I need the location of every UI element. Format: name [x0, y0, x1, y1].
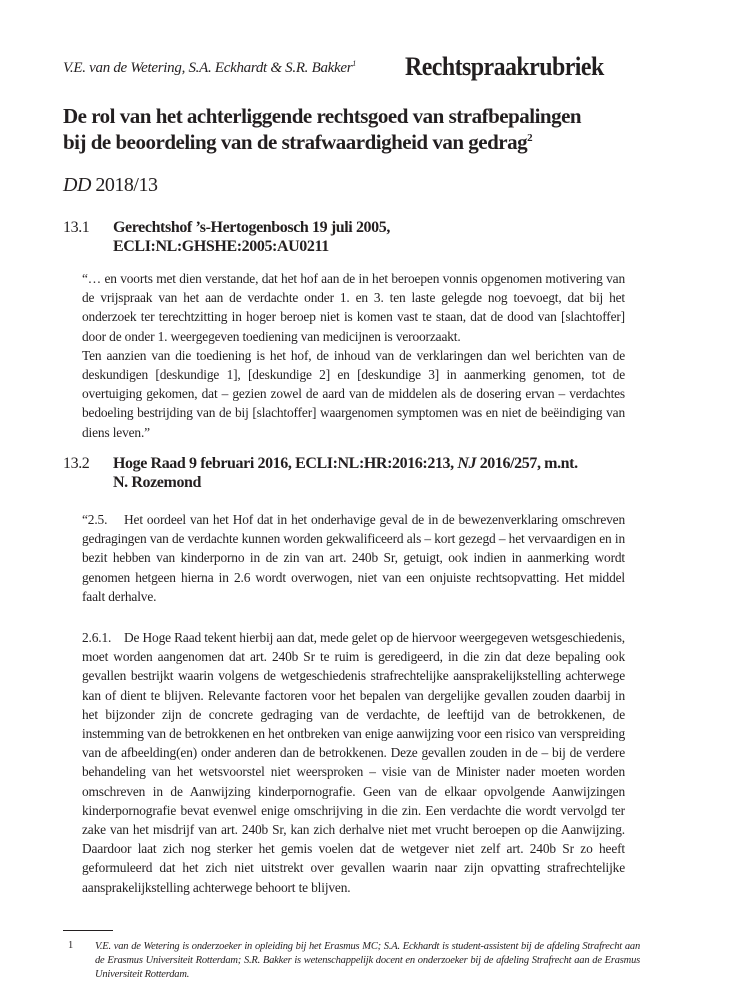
footnote-number: 1 [68, 940, 74, 951]
quote-block [82, 269, 625, 442]
paragraph: Ten aanzien van die toediening is het hof, de inhoud van de verklaringen dan wel berichten van de deskundigen [deskundige 1], [deskundige 2] en [deskundige 3] in aanmerking genomen, tot de overtuiging gekomen, dat – gezien zowel de aard van de middelen als de dosering ervan – verdachtes bedoeling bestrijding van de bij [slachtoffer] waargenomen symptomen was en niet de beëindiging van diens leven.” [82, 347, 625, 440]
article-title [63, 103, 703, 155]
section-number: 13.2 [63, 455, 90, 472]
title-line-2: bij de beoordeling van de strafwaardigheid van gedrag$^2$ [63, 130, 533, 154]
authors-line [63, 60, 356, 77]
title-line-1: De rol van het achterliggende rechtsgoed van strafbepalingen [63, 104, 582, 128]
journal-abbrev: DD [63, 174, 91, 196]
section-title: Hoge Raad 9 februari 2016, ECLI:NL:HR:2016:213, NJ 2016/257, m.nt. N. Rozemond [113, 455, 578, 491]
rubric-heading: Rechtspraakrubriek [405, 52, 604, 81]
footnote-ref[interactable]: 1 [352, 59, 356, 68]
section-title: Gerechtshof ’s-Hertogenbosch 19 juli 2005, ECLI:NL:GHSHE:2005:AU0211 [113, 219, 390, 255]
footnote-divider [63, 930, 113, 931]
paragraph: “… en voorts met dien verstande, dat het hof aan de in het beroepen vonnis opgenomen motivering van de vrijspraak van het aan de verdachte onder 1. en 3. ten laste gelegde nog toevoegt, dat bij het onderzoek ter terechtzitting in hoger beroep niet is komen vast te staan, dat de dood van [slachtoffer] door de onder 1. weergegeven toediening van medicijnen is veroorzaakt. [82, 271, 625, 344]
paragraph-text: De Hoge Raad tekent hierbij aan dat, mede gelet op de hiervoor weergegeven wetsgeschiedenis, moet worden aangenomen dat art. 240b Sr te ruim is geredigeerd, in die zin dat deze bepaling ook gevallen bestrijkt waarin volgens de wetgeschiedenis strafrechtelijke aansprakelijkstelling achterwege kan of dient te blijven. Relevante factoren voor het bepalen van dergelijke gevallen zouden daarbij in het bijzonder zijn de concrete gedraging van de verdachte, de leeftijd van de betrokkenen, de instemming van de betrokkenen en het ontbreken van enige aanwijzing voor een risico van verspreiding van de afbeelding(en) onder anderen dan de betrokkenen. Deze gevallen zouden in de – bij de verdere behandeling van het wetsvoorstel niet weersproken – visie van de Minister nader moeten worden omschreven in de Aanwijzing kinderpornografie. Geen van de elkaar opvolgende Aanwijzingen kinderpornografie bevat evenwel enige omschrijving in die zin. Een verdachte die wordt vervolgd ter zake van het misdrijf van art. 240b Sr, kan zich derhalve niet met vrucht beroepen op die Aanwijzing. Daardoor laat zich nog sterker het gemis voelen dat de wetgever niet zelf art. 240b Sr zo heeft geformuleerd dat het zich niet uitstrekt over gevallen waarin naar zijn opvatting strafrechtelijke aansprakelijkstelling achterwege behoort te blijven. [82, 630, 625, 895]
ref-number: 2018/13 [95, 174, 158, 196]
footnote-text: V.E. van de Wetering is onderzoeker in opleiding bij het Erasmus MC; S.A. Eckhardt is student-assistent bij de afdeling Strafrecht aan de Erasmus Universiteit Rotterdam; S.R. Bakker is wetenschappelijk docent en onderzoeker bij de afdeling Strafrecht aan de Erasmus Universiteit Rotterdam. [95, 941, 640, 980]
paragraph-text: Het oordeel van het Hof dat in het onderhavige geval de in de bewezenverklaring omschreven gedragingen van de verdachte kunnen worden gekwalificeerd als – kort gezegd – het vervaardigen en in bezit hebben van kinderporno in de zin van art. 240b Sr, getuigt, ook indien in aanmerking wordt genomen hetgeen hierna in 2.6 wordt overwogen, niet van een onjuiste rechtsopvatting. Het middel faalt derhalve. [82, 512, 625, 604]
footnote-ref[interactable]: 2 [527, 132, 533, 144]
authors: V.E. van de Wetering, S.A. Eckhardt & S.R. Bakker [63, 60, 353, 76]
paragraph-label: 2.6.1. [82, 630, 112, 645]
paragraph-label: “2.5. [82, 512, 108, 527]
article-reference [63, 174, 157, 197]
quote-paragraph [82, 628, 625, 897]
quote-paragraph [82, 510, 625, 606]
section-number: 13.1 [63, 219, 90, 236]
